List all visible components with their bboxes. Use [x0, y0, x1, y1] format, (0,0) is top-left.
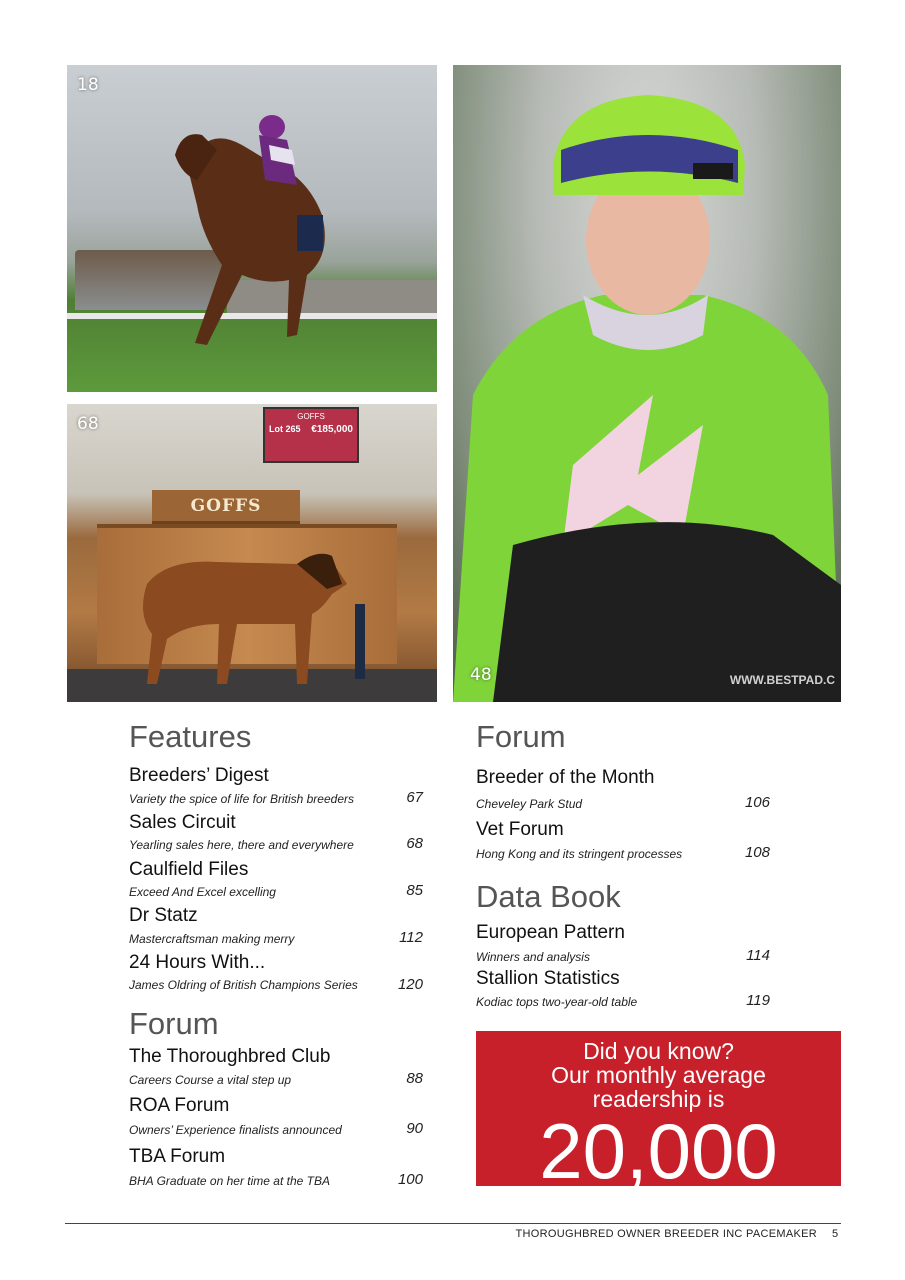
entry-description: BHA Graduate on her time at the TBA	[129, 1174, 330, 1188]
entry-description: Variety the spice of life for British breeders	[129, 792, 354, 806]
readership-callout	[476, 1031, 841, 1195]
footer-divider	[65, 1223, 841, 1224]
entry-title: European Pattern	[476, 922, 625, 943]
entry-page-number: 108	[744, 844, 770, 861]
photo-racehorse-gallop	[67, 65, 437, 392]
footer-publication-name: THOROUGHBRED OWNER BREEDER INC PACEMAKER	[515, 1228, 817, 1240]
entry-title: Breeders’ Digest	[129, 765, 269, 786]
entry-page-number: 88	[406, 1070, 423, 1087]
auction-price-screen	[263, 407, 359, 463]
readership-figure: 20,000	[539, 1107, 778, 1195]
entry-page-number: 112	[399, 929, 423, 946]
screen-lot: Lot 265	[269, 424, 301, 434]
section-title-forum-right: Forum	[476, 719, 566, 754]
section-title-features: Features	[129, 719, 252, 754]
photo-jockey-portrait	[453, 65, 841, 702]
entry-description: Cheveley Park Stud	[476, 797, 583, 811]
entry-title: Sales Circuit	[129, 812, 236, 833]
page-number-label: 68	[77, 414, 99, 434]
entry-page-number: 90	[406, 1120, 423, 1137]
auctioneer-rostrum	[152, 490, 300, 524]
section-title-data-book: Data Book	[476, 879, 621, 914]
entry-page-number: 68	[406, 835, 423, 852]
entry-title: ROA Forum	[129, 1095, 230, 1116]
photo-watermark: WWW.BESTPAD.C	[729, 673, 835, 687]
yearling-horse-illustration	[127, 544, 367, 694]
entry-title: Dr Statz	[129, 905, 198, 926]
entry-page-number: 114	[746, 947, 770, 964]
entry-description: Kodiac tops two-year-old table	[476, 995, 638, 1009]
entry-title: Vet Forum	[476, 819, 564, 840]
entry-description: James Oldring of British Champions Series	[129, 978, 358, 992]
entry-description: Winners and analysis	[476, 950, 590, 964]
entry-title: Stallion Statistics	[476, 968, 620, 989]
entry-title: The Thoroughbred Club	[129, 1046, 331, 1067]
entry-description: Hong Kong and its stringent processes	[476, 847, 683, 861]
entry-title: TBA Forum	[129, 1146, 226, 1167]
entry-description: Exceed And Excel excelling	[129, 885, 276, 899]
footer-page-number: 5	[832, 1228, 839, 1240]
entry-title: Breeder of the Month	[476, 767, 655, 788]
page-number-label: 18	[77, 75, 99, 95]
entry-page-number: 119	[746, 992, 770, 1009]
callout-line-3: readership is	[592, 1086, 725, 1112]
entry-description: Owners’ Experience finalists announced	[129, 1123, 342, 1137]
entry-page-number: 106	[744, 794, 770, 811]
page-number-label: 48	[470, 665, 492, 685]
rostrum-label: GOFFS	[190, 496, 262, 516]
entry-page-number: 67	[406, 789, 423, 806]
entry-title: 24 Hours With...	[129, 952, 266, 973]
entry-description: Careers Course a vital step up	[129, 1073, 292, 1087]
entry-page-number: 120	[397, 976, 423, 993]
screen-brand: GOFFS	[297, 412, 325, 421]
jockey-illustration	[453, 65, 841, 702]
entry-description: Yearling sales here, there and everywhere	[129, 838, 354, 852]
screen-price: €185,000	[311, 424, 353, 435]
entry-page-number: 85	[406, 882, 423, 899]
entry-page-number: 100	[397, 1171, 423, 1188]
entry-title: Caulfield Files	[129, 859, 249, 880]
section-title-forum: Forum	[129, 1006, 219, 1041]
entry-description: Mastercraftsman making merry	[129, 932, 295, 946]
horse-and-jockey-illustration	[147, 105, 377, 355]
callout-line-1: Did you know?	[583, 1038, 734, 1064]
callout-line-2: Our monthly average	[551, 1062, 766, 1088]
photo-goffs-sales-ring	[67, 404, 437, 702]
